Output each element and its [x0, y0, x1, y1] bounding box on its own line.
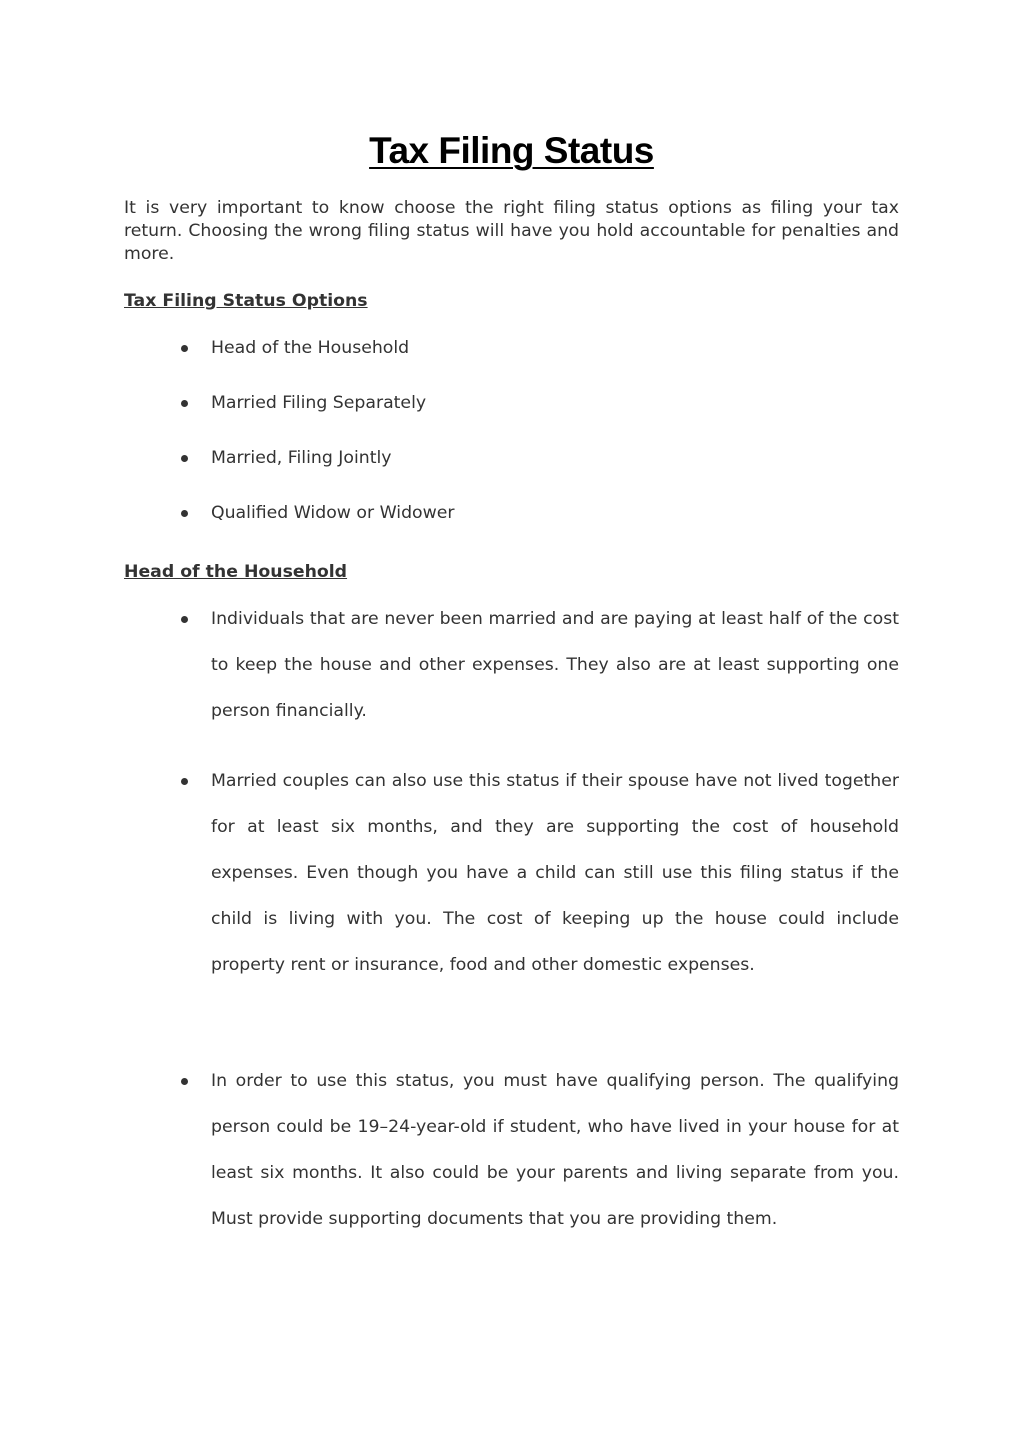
bullet-icon: [181, 345, 188, 352]
household-point-1: Individuals that are never been married and are paying at least half of the cost to keep the house and other expenses. They also are at least supporting one person financially.: [211, 609, 899, 721]
household-point-3: In order to use this status, you must have qualifying person. The qualifying person could be 19–24-year-old if student, who have lived in your house for at least six months. It also could be your parents and living separate from you. Must provide supporting documents that you are providing them.: [211, 1071, 899, 1229]
bullet-icon: [181, 510, 188, 517]
option-item-1: Head of the Household: [211, 338, 410, 358]
bullet-icon: [181, 1078, 188, 1085]
page-title-text: Tax Filing Status: [369, 130, 654, 171]
bullet-icon: [181, 616, 188, 623]
bullet-icon: [181, 778, 188, 785]
options-heading: Tax Filing Status Options: [124, 291, 368, 311]
option-item-2: Married Filing Separately: [211, 393, 427, 413]
bullet-icon: [181, 400, 188, 407]
option-item-3: Married, Filing Jointly: [211, 448, 392, 468]
intro-paragraph: It is very important to know choose the right filing status options as filing your tax return. Choosing the wrong filing status will have you hold accountable for penalties and more.: [124, 198, 899, 264]
page-title: [0, 128, 1023, 174]
bullet-icon: [181, 455, 188, 462]
household-heading: Head of the Household: [124, 562, 348, 582]
household-point-2: Married couples can also use this status if their spouse have not lived together for at least six months, and they are supporting the cost of household expenses. Even though you have a child can still use this filing status if the child is living with you. The cost of keeping up the house could include property rent or insurance, food and other domestic expenses.: [211, 771, 899, 975]
option-item-4: Qualified Widow or Widower: [211, 503, 455, 523]
